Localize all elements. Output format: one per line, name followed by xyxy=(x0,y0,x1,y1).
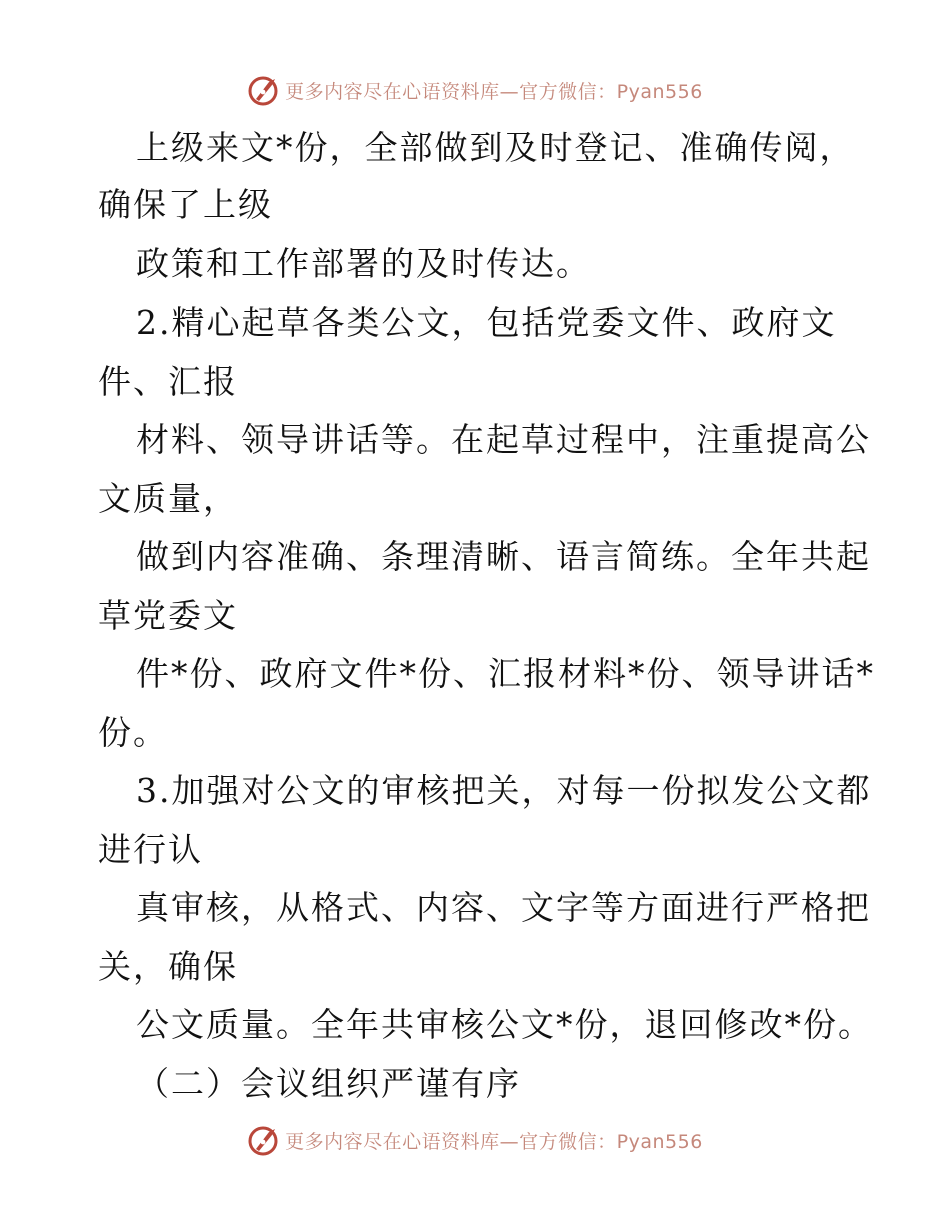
text-line: 上级来文*份，全部做到及时登记、准确传阅， xyxy=(136,128,855,167)
text-line: 政策和工作部署的及时传达。 xyxy=(136,244,591,283)
text-line: 真审核，从格式、内容、文字等方面进行严格把 xyxy=(136,888,871,927)
header-watermark xyxy=(0,72,950,108)
text-line: 份。 xyxy=(98,713,168,752)
section-heading: （二）会议组织严谨有序 xyxy=(136,1064,521,1103)
watermark-text: 更多内容尽在心语资料库—官方微信：Pyan556 xyxy=(285,80,703,103)
text-line: 文质量， xyxy=(98,479,238,518)
text-line: 确保了上级 xyxy=(98,185,273,224)
text-line: 进行认 xyxy=(98,830,203,869)
text-line: 2.精心起草各类公文，包括党委文件、政府文 xyxy=(136,303,837,342)
pen-nib-logo-icon xyxy=(247,73,281,107)
footer-watermark xyxy=(0,1122,950,1158)
text-line: 关，确保 xyxy=(98,947,238,986)
watermark-text: 更多内容尽在心语资料库—官方微信：Pyan556 xyxy=(285,1130,703,1153)
text-line: 件、汇报 xyxy=(98,362,238,401)
text-line: 材料、领导讲话等。在起草过程中，注重提高公 xyxy=(136,420,871,459)
text-line: 公文质量。全年共审核公文*份，退回修改*份。 xyxy=(136,1005,873,1044)
text-line: 3.加强对公文的审核把关，对每一份拟发公文都 xyxy=(136,771,872,810)
text-line: 草党委文 xyxy=(98,596,238,635)
text-line: 做到内容准确、条理清晰、语言简练。全年共起 xyxy=(136,537,871,576)
text-line: 件*份、政府文件*份、汇报材料*份、领导讲话* xyxy=(136,654,875,693)
pen-nib-logo-icon xyxy=(247,1123,281,1157)
